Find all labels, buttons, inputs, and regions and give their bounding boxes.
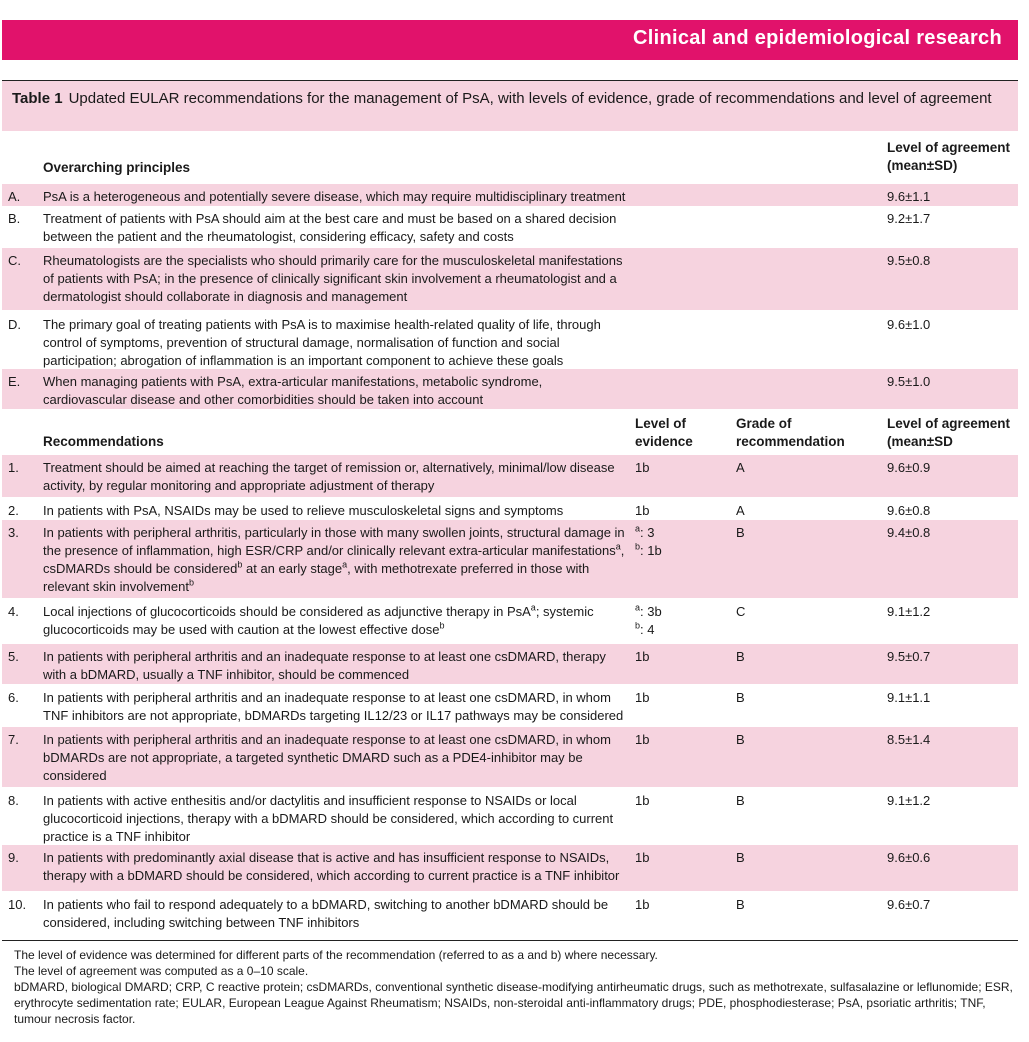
table-label: Table 1	[12, 90, 63, 107]
principle-row	[2, 312, 1018, 368]
recommendation-grade: A	[736, 503, 745, 518]
grade-heading: Grade of recommendation	[736, 416, 845, 449]
recommendation-row	[2, 498, 1018, 519]
recommendation-text: In patients with PsA, NSAIDs may be used to relieve musculoskeletal signs and symptoms	[43, 503, 564, 518]
evidence-level: 1b	[635, 503, 650, 518]
principle-text: PsA is a heterogeneous and potentially severe disease, which may require multidisciplinary treatment	[43, 189, 626, 204]
recommendation-row	[2, 788, 1018, 844]
principle-agreement: 9.6±1.1	[887, 189, 931, 204]
recommendation-agreement: 9.4±0.8	[887, 525, 931, 540]
principle-row	[2, 248, 1018, 310]
recommendation-agreement: 9.6±0.7	[887, 897, 931, 912]
evidence-level: $^a$: 3 $^b$: 1b	[635, 523, 662, 558]
section-title: Clinical and epidemiological research	[633, 27, 1002, 49]
recommendation-agreement: 9.1±1.2	[887, 793, 931, 808]
principle-id: D.	[8, 317, 21, 332]
recommendation-grade: B	[736, 850, 745, 865]
principle-text: Rheumatologists are the specialists who should primarily care for the musculoskeletal manifestations of patients with PsA; in the presence of clinically significant skin involvement a rheumatologist and a dermatologist should collaborate in diagnosis and management	[43, 253, 623, 304]
principle-agreement: 9.5±0.8	[887, 253, 931, 268]
principles-header	[2, 134, 1018, 182]
footnote: The level of evidence was determined for different parts of the recommendation (referred to as a and b) where necessary.	[14, 948, 658, 962]
evidence-level: 1b	[635, 460, 650, 475]
recommendation-row	[2, 892, 1018, 934]
evidence-level: 1b	[635, 850, 650, 865]
principle-row	[2, 184, 1018, 206]
recommendation-text: In patients with active enthesitis and/or dactylitis and insufficient response to NSAIDs or local glucocorticoid injections, therapy with a bDMARD should be considered, which according to current practice is a TNF inhibitor	[43, 793, 614, 844]
footnote: bDMARD, biological DMARD; CRP, C reactive protein; csDMARDs, conventional synthetic disease-modifying antirheumatic drugs, such as methotrexate, sulfasalazine or leflunomide; ESR, erythrocyte sedimentation rate; EULAR, European League Against Rheumatism; NSAIDs, non-steroidal anti-inflammatory drugs; PDE, phosphodiesterase; PsA, psoriatic arthritis; TNF, tumour necrosis factor.	[14, 980, 1013, 1026]
recommendation-row	[2, 520, 1018, 598]
recommendation-row	[2, 845, 1018, 891]
recommendation-row	[2, 455, 1018, 497]
recommendation-text: In patients with predominantly axial disease that is active and has insufficient response to NSAIDs, therapy with a bDMARD should be considered, which according to current practice is a TNF inhibitor	[43, 850, 620, 883]
recommendation-agreement: 9.1±1.2	[887, 604, 931, 619]
principles-heading: Overarching principles	[43, 160, 191, 175]
recommendation-grade: C	[736, 604, 746, 619]
recommendation-grade: B	[736, 649, 745, 664]
section-header-bar	[2, 20, 1018, 60]
recommendation-id: 1.	[8, 460, 19, 475]
recommendation-text: In patients with peripheral arthritis and an inadequate response to at least one csDMARD, in whom TNF inhibitors are not appropriate, bDMARDs targeting IL12/23 or IL17 pathways may be considered	[43, 690, 624, 723]
recommendation-agreement: 9.6±0.6	[887, 850, 931, 865]
recommendation-grade: B	[736, 690, 745, 705]
recommendation-text: In patients who fail to respond adequately to a bDMARD, switching to another bDMARD should be considered, including switching between TNF inhibitors	[43, 897, 609, 930]
principle-row	[2, 369, 1018, 409]
principle-agreement: 9.6±1.0	[887, 317, 931, 332]
evidence-level: 1b	[635, 897, 650, 912]
recommendation-grade: B	[736, 732, 745, 747]
recommendation-row	[2, 727, 1018, 787]
agreement-heading: Level of agreement (mean±SD)	[887, 140, 1011, 173]
recommendation-text: In patients with peripheral arthritis and an inadequate response to at least one csDMARD, in whom bDMARDs are not appropriate, a targeted synthetic DMARD such as a PDE4-inhibitor may be considered	[43, 732, 611, 783]
recommendation-id: 9.	[8, 850, 19, 865]
table-bottom-rule	[2, 940, 1018, 941]
principle-text: Treatment of patients with PsA should aim at the best care and must be based on a shared decision between the patient and the rheumatologist, considering efficacy, safety and costs	[43, 211, 617, 244]
table-caption	[2, 80, 1018, 131]
recommendation-id: 8.	[8, 793, 19, 808]
principle-agreement: 9.2±1.7	[887, 211, 931, 226]
agreement-heading: Level of agreement (mean±SD	[887, 416, 1011, 449]
recommendation-id: 6.	[8, 690, 19, 705]
recommendation-id: 2.	[8, 503, 19, 518]
recommendation-id: 3.	[8, 525, 19, 540]
principle-agreement: 9.5±1.0	[887, 374, 931, 389]
principle-id: B.	[8, 211, 21, 226]
evidence-heading: Level of evidence	[635, 416, 693, 449]
recommendation-id: 5.	[8, 649, 19, 664]
evidence-level: 1b	[635, 690, 650, 705]
recommendation-id: 10.	[8, 897, 27, 912]
recommendation-id: 7.	[8, 732, 19, 747]
principle-id: A.	[8, 189, 21, 204]
evidence-level: 1b	[635, 732, 650, 747]
principle-text: When managing patients with PsA, extra-articular manifestations, metabolic syndrome, cardiovascular disease and other comorbidities should be taken into account	[43, 374, 543, 407]
recommendation-row	[2, 644, 1018, 684]
recommendation-agreement: 9.6±0.9	[887, 460, 931, 475]
table-footnotes	[14, 947, 1014, 1027]
recommendation-grade: B	[736, 793, 745, 808]
recommendation-agreement: 8.5±1.4	[887, 732, 931, 747]
principle-id: E.	[8, 374, 21, 389]
recommendation-grade: B	[736, 525, 745, 540]
recommendation-grade: B	[736, 897, 745, 912]
principle-text: The primary goal of treating patients with PsA is to maximise health-related quality of life, through control of symptoms, prevention of structural damage, normalisation of function and social participation; abrogation of inflammation is an important component to achieve these goals	[43, 317, 601, 368]
recommendations-header	[2, 411, 1018, 455]
recommendations-heading: Recommendations	[43, 434, 164, 449]
recommendation-id: 4.	[8, 604, 19, 619]
evidence-level: 1b	[635, 649, 650, 664]
evidence-level: $^a$: 3b $^b$: 4	[635, 602, 662, 637]
recommendation-agreement: 9.5±0.7	[887, 649, 931, 664]
principle-row	[2, 206, 1018, 247]
recommendation-text: Local injections of glucocorticoids should be considered as adjunctive therapy in PsA$^a$; systemic glucocorticoids may be used with caution at the lowest effective dose$^b$	[43, 602, 594, 637]
principle-id: C.	[8, 253, 21, 268]
evidence-level: 1b	[635, 793, 650, 808]
recommendation-agreement: 9.6±0.8	[887, 503, 931, 518]
recommendation-grade: A	[736, 460, 745, 475]
recommendation-text: In patients with peripheral arthritis, particularly in those with many swollen joints, structural damage in the presence of inflammation, high ESR/CRP and/or clinically relevant extra-articular manifestations$^a$, csDMARDs should be considered$^b$ at an early stage$^a$, with methotrexate preferred in those with relevant skin involvement$^b$	[43, 525, 625, 594]
recommendation-agreement: 9.1±1.1	[887, 690, 931, 705]
recommendation-row	[2, 599, 1018, 643]
footnote: The level of agreement was computed as a 0–10 scale.	[14, 964, 309, 978]
table-caption-text: Updated EULAR recommendations for the management of PsA, with levels of evidence, grade of recommendations and level of agreement	[68, 90, 992, 107]
recommendation-text: In patients with peripheral arthritis and an inadequate response to at least one csDMARD, therapy with a bDMARD, usually a TNF inhibitor, should be commenced	[43, 649, 606, 682]
recommendation-row	[2, 685, 1018, 726]
recommendation-text: Treatment should be aimed at reaching the target of remission or, alternatively, minimal/low disease activity, by regular monitoring and appropriate adjustment of therapy	[43, 460, 615, 493]
